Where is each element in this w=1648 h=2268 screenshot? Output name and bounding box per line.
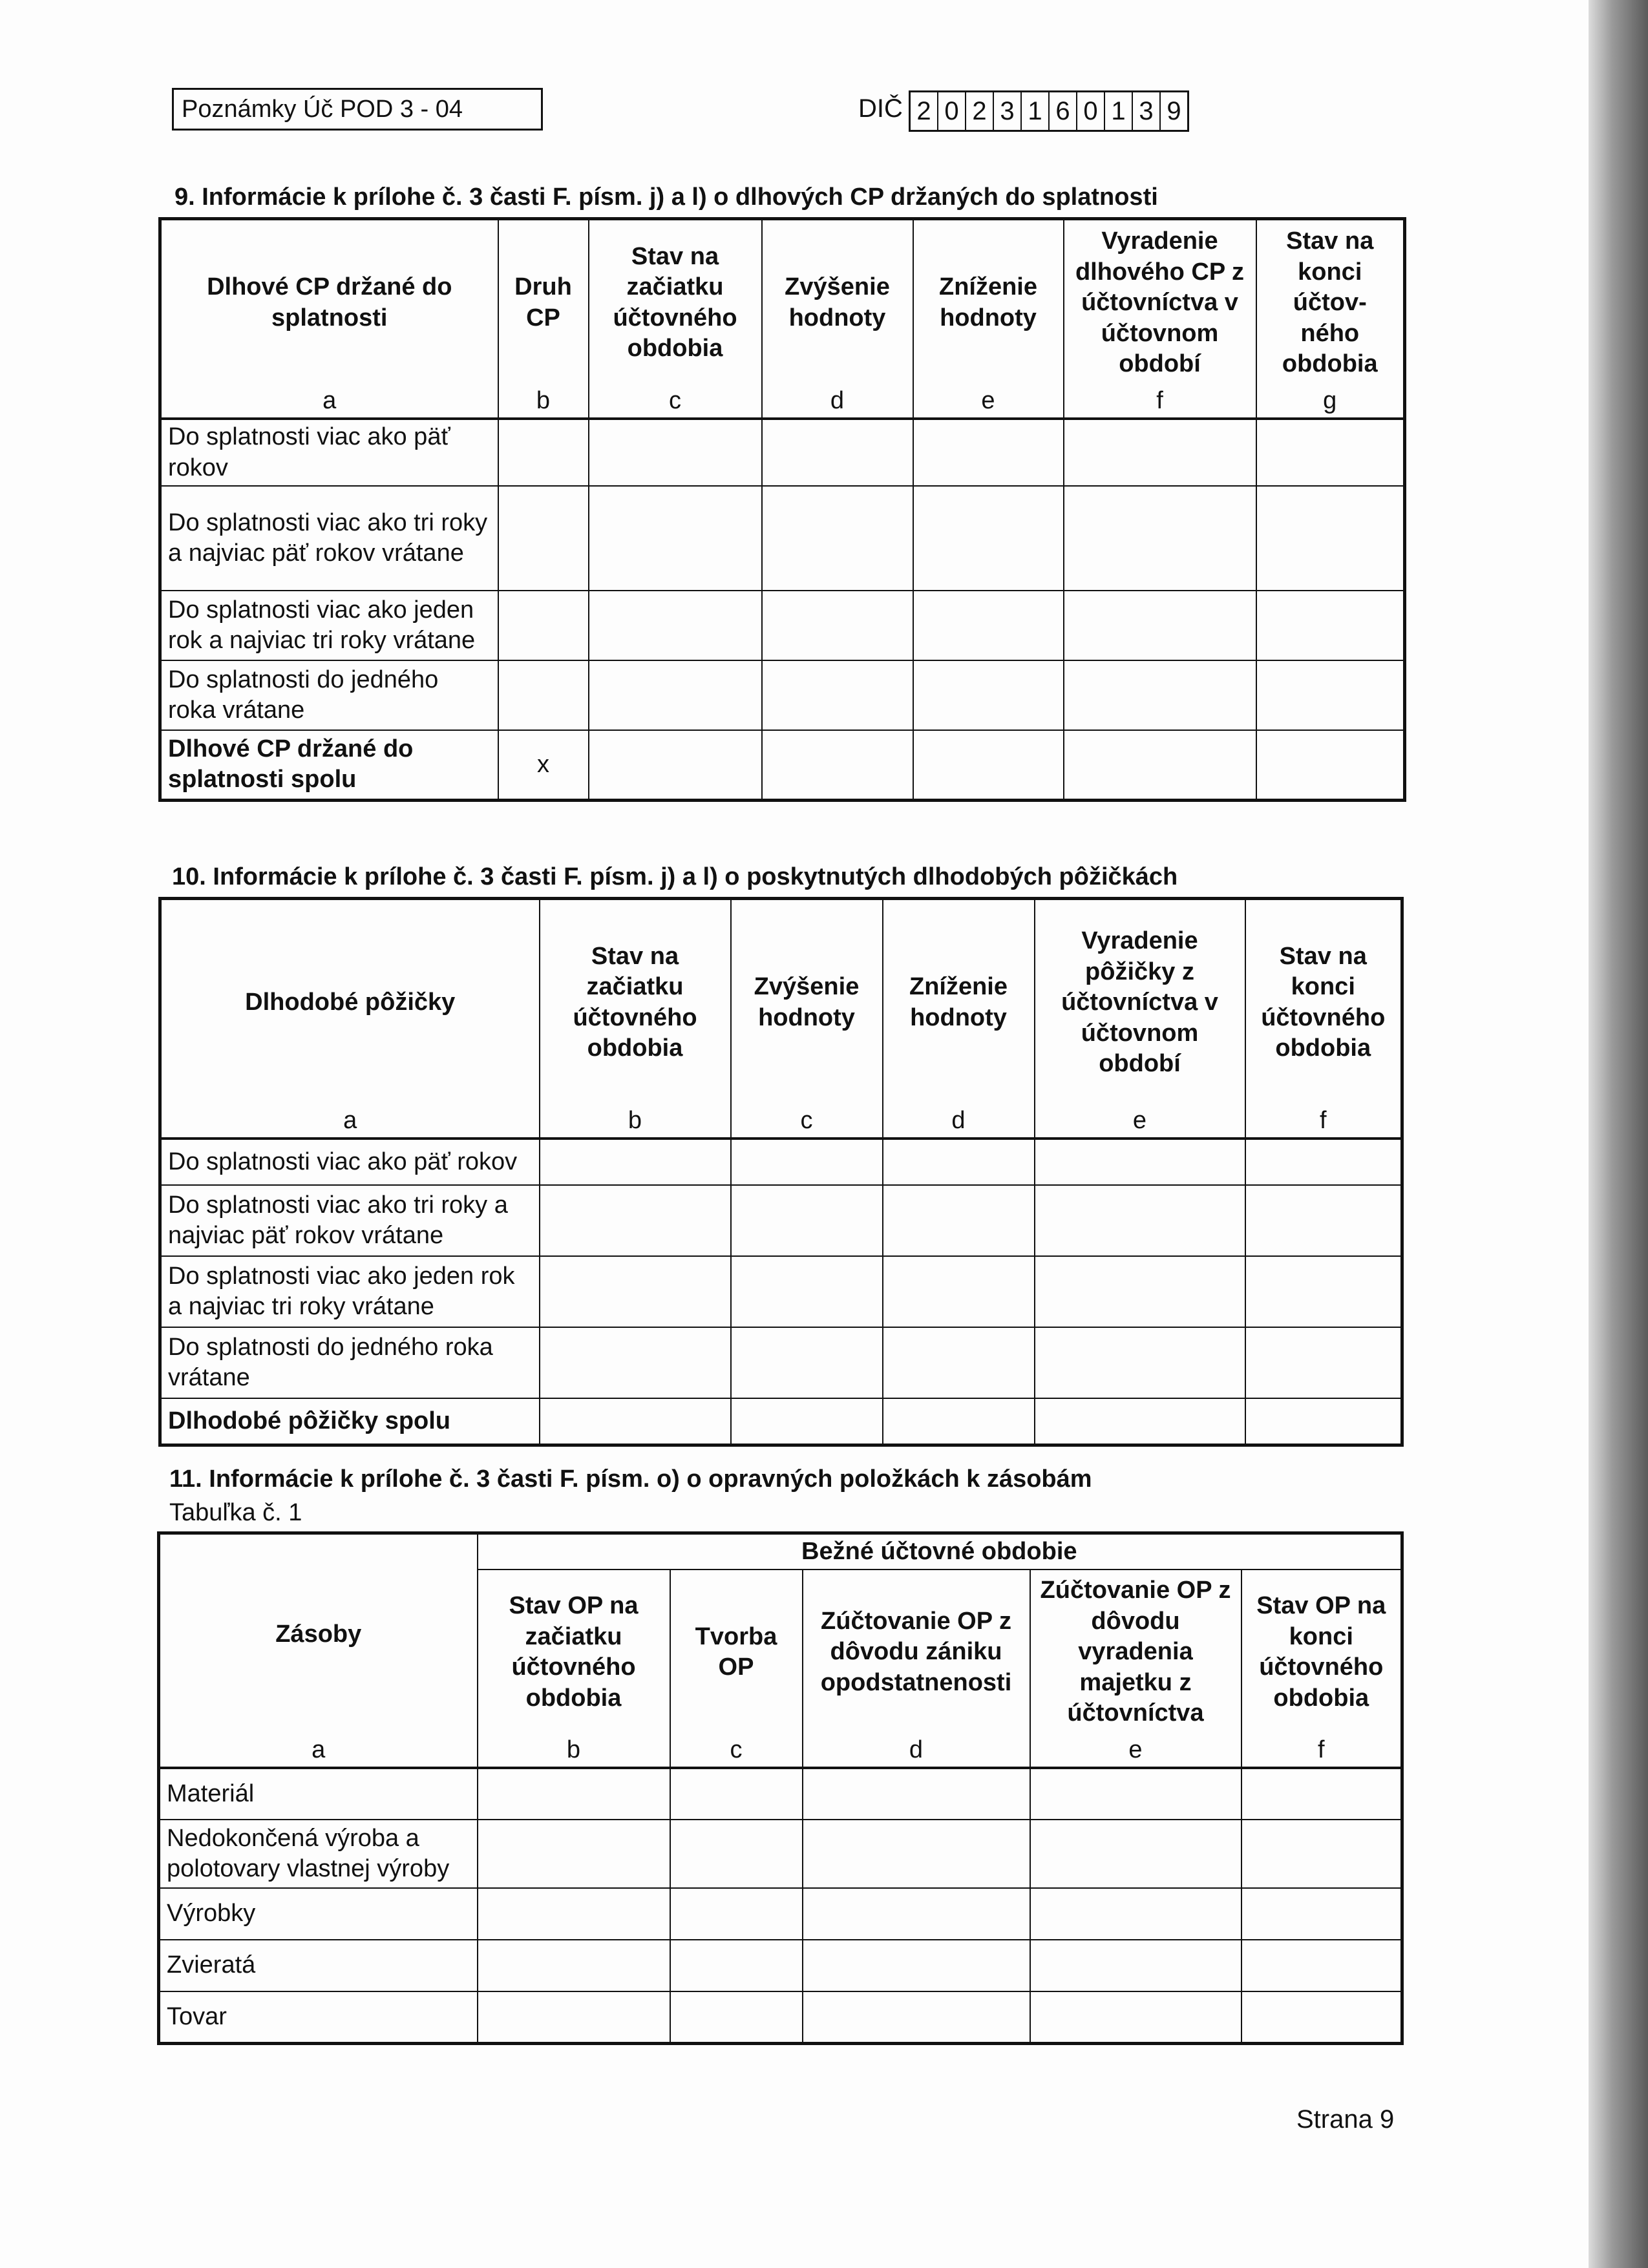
dic-digit-grid xyxy=(909,90,1189,132)
row-label: Do splatnosti viac ako jeden rok a najviac tri roky vrátane xyxy=(160,1256,540,1327)
row-label: Tovar xyxy=(159,1991,478,2043)
cell[interactable] xyxy=(589,730,762,800)
table-row xyxy=(160,486,1405,591)
cell[interactable] xyxy=(1030,1768,1241,1820)
cell[interactable] xyxy=(731,1398,883,1445)
cell[interactable] xyxy=(1245,1398,1402,1445)
row-label: Do splatnosti viac ako päť rokov xyxy=(160,419,498,486)
col-letter: a xyxy=(159,1735,478,1769)
cell[interactable] xyxy=(1064,486,1256,591)
cell[interactable] xyxy=(1245,1139,1402,1185)
cell[interactable] xyxy=(540,1398,731,1445)
cell[interactable] xyxy=(1241,1768,1402,1820)
section11-table xyxy=(157,1531,1404,2045)
table-row xyxy=(159,1940,1402,1991)
form-title-box xyxy=(172,88,543,131)
cell[interactable] xyxy=(1241,1991,1402,2043)
cell[interactable] xyxy=(1245,1327,1402,1398)
cell[interactable] xyxy=(913,730,1064,800)
cell[interactable] xyxy=(913,660,1064,730)
col-header: Stav OP na začiatku účtovného obdobia xyxy=(478,1570,670,1735)
table-row xyxy=(160,660,1405,730)
row-label-total: Dlhové CP držané do splatnosti spolu xyxy=(160,730,498,800)
cell-druh[interactable] xyxy=(498,419,589,486)
col-letter: d xyxy=(803,1735,1030,1769)
dic-digit: 0 xyxy=(938,92,966,130)
cell[interactable] xyxy=(803,1940,1030,1991)
cell[interactable] xyxy=(1035,1256,1245,1327)
cell[interactable] xyxy=(913,419,1064,486)
row-label: Výrobky xyxy=(159,1888,478,1940)
cell[interactable] xyxy=(1064,730,1256,800)
cell[interactable] xyxy=(478,1768,670,1820)
cell[interactable] xyxy=(803,1991,1030,2043)
section10-title: 10. Informácie k prílohe č. 3 časti F. písm. j) a l) o poskytnutých dlhodobých pôžičkách xyxy=(172,863,1178,890)
cell[interactable] xyxy=(1241,1940,1402,1991)
cell[interactable] xyxy=(478,1888,670,1940)
col-letter: e xyxy=(1035,1106,1245,1139)
col-header: Zníženie hodnoty xyxy=(883,899,1035,1106)
section9-table xyxy=(158,217,1406,802)
cell[interactable] xyxy=(589,486,762,591)
section11-title: 11. Informácie k prílohe č. 3 časti F. písm. o) o opravných položkách k zásobám xyxy=(169,1465,1092,1493)
cell-druh[interactable] xyxy=(498,591,589,660)
col-header: Stav na konci účtov- ného obdobia xyxy=(1256,219,1405,386)
col-header: Zásoby xyxy=(159,1533,478,1735)
dic-digit: 9 xyxy=(1167,97,1181,125)
table-row xyxy=(160,419,1405,486)
cell[interactable] xyxy=(478,1940,670,1991)
cell[interactable] xyxy=(883,1139,1035,1185)
cell[interactable] xyxy=(1245,1185,1402,1256)
cell[interactable] xyxy=(731,1139,883,1185)
col-letter: a xyxy=(160,1106,540,1139)
row-label: Nedokončená výroba a polotovary vlastnej výroby xyxy=(159,1820,478,1888)
cell[interactable] xyxy=(1035,1139,1245,1185)
cell[interactable] xyxy=(762,591,913,660)
cell[interactable] xyxy=(803,1768,1030,1820)
col-header: Stav na začiatku účtovného obdobia xyxy=(589,219,762,386)
table-row xyxy=(159,1768,1402,1820)
cell[interactable] xyxy=(1241,1888,1402,1940)
col-header: Dlhodobé pôžičky xyxy=(160,899,540,1106)
cell[interactable] xyxy=(670,1940,803,1991)
cell[interactable] xyxy=(1064,591,1256,660)
col-header: Vyradenie pôžičky z účtovníctva v účtovnom období xyxy=(1035,899,1245,1106)
col-header: Zúčtovanie OP z dôvodu vyradenia majetku z účtovníctva xyxy=(1030,1570,1241,1735)
dic-digit: 2 xyxy=(966,92,994,130)
col-letter: d xyxy=(883,1106,1035,1139)
table-row xyxy=(159,1991,1402,2043)
col-letter: b xyxy=(478,1735,670,1769)
section9-title: 9. Informácie k prílohe č. 3 časti F. písm. j) a l) o dlhových CP držaných do splatnosti xyxy=(174,184,1158,211)
cell[interactable] xyxy=(540,1139,731,1185)
cell[interactable] xyxy=(1030,1888,1241,1940)
col-header: Zníženie hodnoty xyxy=(913,219,1064,386)
cell[interactable] xyxy=(540,1327,731,1398)
row-label: Materiál xyxy=(159,1768,478,1820)
row-label: Do splatnosti viac ako jeden rok a najviac tri roky vrátane xyxy=(160,591,498,660)
cell[interactable] xyxy=(731,1185,883,1256)
page-number: Strana 9 xyxy=(1296,2105,1395,2134)
table-row xyxy=(160,1398,1402,1445)
row-label: Do splatnosti do jedného roka vrátane xyxy=(160,1327,540,1398)
cell[interactable] xyxy=(1064,419,1256,486)
cell[interactable] xyxy=(762,730,913,800)
cell[interactable] xyxy=(913,486,1064,591)
cell[interactable] xyxy=(883,1256,1035,1327)
dic-digit: 1 xyxy=(1105,92,1133,130)
cell[interactable] xyxy=(1035,1185,1245,1256)
cell-druh: x xyxy=(498,730,589,800)
table-row xyxy=(160,591,1405,660)
row-label: Zvieratá xyxy=(159,1940,478,1991)
cell[interactable] xyxy=(731,1256,883,1327)
cell[interactable] xyxy=(1256,591,1405,660)
dic-digit: 3 xyxy=(994,92,1022,130)
cell[interactable] xyxy=(670,1888,803,1940)
col-letter: e xyxy=(1030,1735,1241,1769)
cell[interactable] xyxy=(670,1991,803,2043)
table-row xyxy=(160,1139,1402,1185)
col-letter: f xyxy=(1241,1735,1402,1769)
scan-edge-shadow xyxy=(1589,0,1648,2268)
cell[interactable] xyxy=(1245,1256,1402,1327)
row-label: Do splatnosti do jedného roka vrátane xyxy=(160,660,498,730)
col-header: Stav na začiatku účtovného obdobia xyxy=(540,899,731,1106)
cell[interactable] xyxy=(1030,1991,1241,2043)
table-row xyxy=(160,1256,1402,1327)
form-title: Poznámky Úč POD 3 - 04 xyxy=(182,96,463,123)
cell[interactable] xyxy=(1256,419,1405,486)
col-letter: b xyxy=(540,1106,731,1139)
cell[interactable] xyxy=(1064,660,1256,730)
col-header: Dlhové CP držané do splatnosti xyxy=(160,219,498,386)
cell[interactable] xyxy=(762,486,913,591)
row-label: Do splatnosti viac ako tri roky a najviac päť rokov vrátane xyxy=(160,1185,540,1256)
table-row xyxy=(160,1327,1402,1398)
cell-druh[interactable] xyxy=(498,486,589,591)
section10-table xyxy=(158,897,1404,1447)
section11-subtitle: Tabuľka č. 1 xyxy=(169,1499,302,1526)
col-header: Zúčtovanie OP z dôvodu zániku opodstatnenosti xyxy=(803,1570,1030,1735)
table-row xyxy=(160,1185,1402,1256)
col-letter: c xyxy=(589,386,762,419)
row-label-total: Dlhodobé pôžičky spolu xyxy=(160,1398,540,1445)
col-header: Zvýšenie hodnoty xyxy=(731,899,883,1106)
row-label: Do splatnosti viac ako tri roky a najviac päť rokov vrátane xyxy=(160,486,498,591)
col-letter: b xyxy=(498,386,589,419)
table-row xyxy=(159,1820,1402,1888)
table-row xyxy=(159,1888,1402,1940)
row-label: Do splatnosti viac ako päť rokov xyxy=(160,1139,540,1185)
cell[interactable] xyxy=(589,419,762,486)
cell[interactable] xyxy=(589,660,762,730)
cell[interactable] xyxy=(478,1820,670,1888)
col-letter: d xyxy=(762,386,913,419)
table-row xyxy=(160,730,1405,800)
col-header: Zvýšenie hodnoty xyxy=(762,219,913,386)
cell[interactable] xyxy=(803,1820,1030,1888)
cell[interactable] xyxy=(883,1327,1035,1398)
cell[interactable] xyxy=(478,1991,670,2043)
col-letter: f xyxy=(1064,386,1256,419)
cell[interactable] xyxy=(913,591,1064,660)
col-letter: f xyxy=(1245,1106,1402,1139)
cell[interactable] xyxy=(1256,730,1405,800)
cell[interactable] xyxy=(670,1768,803,1820)
col-header: Stav OP na konci účtovného obdobia xyxy=(1241,1570,1402,1735)
cell[interactable] xyxy=(1256,660,1405,730)
cell[interactable] xyxy=(1035,1327,1245,1398)
cell[interactable] xyxy=(589,591,762,660)
cell[interactable] xyxy=(883,1398,1035,1445)
cell[interactable] xyxy=(1241,1820,1402,1888)
col-header: Druh CP xyxy=(498,219,589,386)
group-header: Bežné účtovné obdobie xyxy=(478,1533,1402,1570)
col-letter: c xyxy=(670,1735,803,1769)
cell[interactable] xyxy=(731,1327,883,1398)
col-header: Stav na konci účtovného obdobia xyxy=(1245,899,1402,1106)
cell[interactable] xyxy=(540,1256,731,1327)
cell[interactable] xyxy=(803,1888,1030,1940)
cell[interactable] xyxy=(1256,486,1405,591)
cell[interactable] xyxy=(762,660,913,730)
cell[interactable] xyxy=(1030,1940,1241,1991)
col-letter: c xyxy=(731,1106,883,1139)
cell-druh[interactable] xyxy=(498,660,589,730)
dic-digit: 0 xyxy=(1077,92,1105,130)
col-letter: g xyxy=(1256,386,1405,419)
col-letter: a xyxy=(160,386,498,419)
cell[interactable] xyxy=(670,1820,803,1888)
dic-digit: 2 xyxy=(911,92,938,130)
cell[interactable] xyxy=(1030,1820,1241,1888)
cell[interactable] xyxy=(1035,1398,1245,1445)
dic-label: DIČ xyxy=(858,94,903,123)
dic-digit: 6 xyxy=(1050,92,1077,130)
cell[interactable] xyxy=(883,1185,1035,1256)
col-header: Tvorba OP xyxy=(670,1570,803,1735)
dic-digit: 3 xyxy=(1133,92,1161,130)
col-letter: e xyxy=(913,386,1064,419)
cell[interactable] xyxy=(540,1185,731,1256)
cell[interactable] xyxy=(762,419,913,486)
col-header: Vyradenie dlhového CP z účtovníctva v účtovnom období xyxy=(1064,219,1256,386)
dic-digit: 1 xyxy=(1022,92,1050,130)
